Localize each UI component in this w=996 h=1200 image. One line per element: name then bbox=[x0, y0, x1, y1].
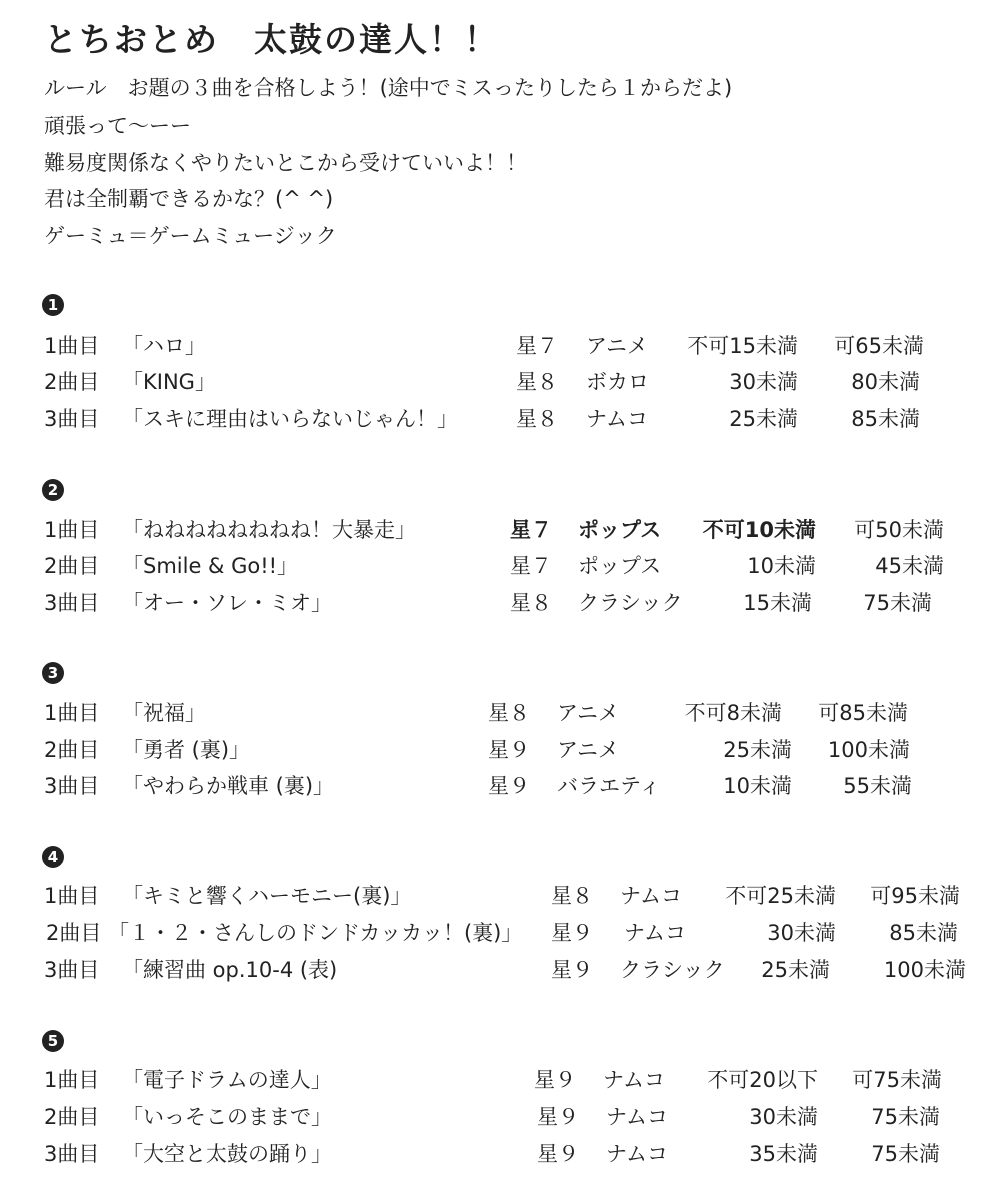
group-1-song-3-row bbox=[0, 403, 996, 433]
group-2-number-badge: 2 bbox=[42, 479, 64, 501]
group-3-song-3-row bbox=[0, 770, 996, 800]
song-number: 1曲目 bbox=[44, 884, 100, 908]
intro-line-2: 頑張って〜ーー bbox=[44, 114, 191, 138]
star-level: 星９ bbox=[534, 1068, 576, 1092]
fail-threshold: 不可8未満 bbox=[684, 701, 782, 725]
song-title: 「オー・ソレ・ミオ」 bbox=[122, 591, 332, 615]
star-level: 星８ bbox=[551, 884, 593, 908]
pass-threshold: 100未満 bbox=[827, 738, 910, 762]
pass-threshold: 75未満 bbox=[863, 591, 932, 615]
genre: ナムコ bbox=[624, 921, 686, 945]
song-number: 2曲目 bbox=[44, 738, 100, 762]
star-level: 星８ bbox=[510, 591, 552, 615]
genre: ナムコ bbox=[603, 1068, 665, 1092]
star-level: 星７ bbox=[510, 518, 552, 542]
pass-threshold: 100未満 bbox=[883, 958, 966, 982]
song-number: 2曲目 bbox=[46, 921, 102, 945]
fail-threshold: 25未満 bbox=[729, 407, 798, 431]
star-level: 星９ bbox=[488, 738, 530, 762]
group-4-song-2-row bbox=[0, 917, 996, 947]
group-5-number-badge: 5 bbox=[42, 1030, 64, 1052]
song-title: 「スキに理由はいらないじゃん！」 bbox=[122, 407, 458, 431]
group-2-song-1-row bbox=[0, 514, 996, 544]
song-number: 3曲目 bbox=[44, 591, 100, 615]
pass-threshold: 85未満 bbox=[851, 407, 920, 431]
genre: ポップス bbox=[578, 518, 662, 542]
song-title: 「祝福」 bbox=[122, 701, 206, 725]
fail-threshold: 30未満 bbox=[767, 921, 836, 945]
genre: アニメ bbox=[586, 334, 648, 358]
genre: アニメ bbox=[557, 738, 619, 762]
fail-threshold: 不可20以下 bbox=[707, 1068, 818, 1092]
star-level: 星９ bbox=[488, 774, 530, 798]
group-3-song-1-row bbox=[0, 697, 996, 727]
song-title: 「KING」 bbox=[122, 370, 216, 394]
song-number: 1曲目 bbox=[44, 334, 100, 358]
genre: バラエティ bbox=[557, 774, 661, 798]
song-number: 2曲目 bbox=[44, 370, 100, 394]
song-title: 「練習曲 op.10-4 (表) bbox=[122, 958, 338, 982]
group-5-song-2-row bbox=[0, 1101, 996, 1131]
song-title: 「１・２・さんしのドンドカッカッ！(裏)」 bbox=[108, 921, 523, 945]
song-number: 3曲目 bbox=[44, 407, 100, 431]
fail-threshold: 25未満 bbox=[723, 738, 792, 762]
song-title: 「大空と太鼓の踊り」 bbox=[122, 1142, 332, 1166]
song-number: 1曲目 bbox=[44, 1068, 100, 1092]
star-level: 星８ bbox=[516, 370, 558, 394]
song-title: 「勇者 (裏)」 bbox=[122, 738, 251, 762]
intro-rule-line: ルール お題の３曲を合格しよう！(途中でミスったりしたら１からだよ) bbox=[44, 76, 733, 100]
fail-threshold: 不可25未満 bbox=[725, 884, 836, 908]
star-level: 星８ bbox=[488, 701, 530, 725]
star-level: 星９ bbox=[551, 921, 593, 945]
intro-line-3: 難易度関係なくやりたいとこから受けていいよ！！ bbox=[44, 151, 527, 175]
pass-threshold: 55未満 bbox=[843, 774, 912, 798]
star-level: 星９ bbox=[551, 958, 593, 982]
intro-line-5: ゲーミュ＝ゲームミュージック bbox=[44, 224, 337, 248]
group-3-number-badge: 3 bbox=[42, 662, 64, 684]
star-level: 星９ bbox=[537, 1105, 579, 1129]
genre: ナムコ bbox=[620, 884, 682, 908]
pass-threshold: 45未満 bbox=[875, 554, 944, 578]
song-title: 「やわらか戦車 (裏)」 bbox=[122, 774, 335, 798]
song-title: 「いっそこのままで」 bbox=[122, 1105, 332, 1129]
song-number: 1曲目 bbox=[44, 701, 100, 725]
fail-threshold: 30未満 bbox=[749, 1105, 818, 1129]
group-3-song-2-row bbox=[0, 734, 996, 764]
genre: ナムコ bbox=[606, 1142, 668, 1166]
star-level: 星８ bbox=[516, 407, 558, 431]
fail-threshold: 10未満 bbox=[747, 554, 816, 578]
group-2-song-3-row bbox=[0, 587, 996, 617]
song-number: 3曲目 bbox=[44, 1142, 100, 1166]
group-1-song-1-row bbox=[0, 330, 996, 360]
pass-threshold: 可50未満 bbox=[854, 518, 944, 542]
pass-threshold: 85未満 bbox=[889, 921, 958, 945]
group-5-song-3-row bbox=[0, 1138, 996, 1168]
pass-threshold: 75未満 bbox=[871, 1105, 940, 1129]
pass-threshold: 可75未満 bbox=[852, 1068, 942, 1092]
song-title: 「ハロ」 bbox=[122, 334, 206, 358]
star-level: 星７ bbox=[516, 334, 558, 358]
fail-threshold: 25未満 bbox=[761, 958, 830, 982]
group-5-song-1-row bbox=[0, 1064, 996, 1094]
genre: クラシック bbox=[578, 591, 683, 615]
song-number: 3曲目 bbox=[44, 774, 100, 798]
pass-threshold: 可65未満 bbox=[834, 334, 924, 358]
group-2-song-2-row bbox=[0, 550, 996, 580]
group-4-song-3-row bbox=[0, 954, 996, 984]
group-1-song-2-row bbox=[0, 366, 996, 396]
song-number: 2曲目 bbox=[44, 554, 100, 578]
page-title: とちおとめ 太鼓の達人！！ bbox=[44, 20, 499, 59]
pass-threshold: 75未満 bbox=[871, 1142, 940, 1166]
group-4-song-1-row bbox=[0, 880, 996, 910]
genre: クラシック bbox=[620, 958, 725, 982]
song-title: 「ねねねねねねねね！大暴走」 bbox=[122, 518, 416, 542]
song-number: 2曲目 bbox=[44, 1105, 100, 1129]
intro-line-4: 君は全制覇できるかな？(^ ^) bbox=[44, 187, 334, 211]
group-4-number-badge: 4 bbox=[42, 846, 64, 868]
fail-threshold: 30未満 bbox=[729, 370, 798, 394]
group-1-number-badge: 1 bbox=[42, 294, 64, 316]
song-title: 「電子ドラムの達人」 bbox=[122, 1068, 332, 1092]
genre: ナムコ bbox=[586, 407, 648, 431]
star-level: 星９ bbox=[537, 1142, 579, 1166]
genre: ナムコ bbox=[606, 1105, 668, 1129]
star-level: 星７ bbox=[510, 554, 552, 578]
pass-threshold: 80未満 bbox=[851, 370, 920, 394]
pass-threshold: 可95未満 bbox=[870, 884, 960, 908]
fail-threshold: 不可15未満 bbox=[687, 334, 798, 358]
song-number: 3曲目 bbox=[44, 958, 100, 982]
fail-threshold: 35未満 bbox=[749, 1142, 818, 1166]
genre: アニメ bbox=[557, 701, 619, 725]
fail-threshold: 不可10未満 bbox=[702, 518, 816, 542]
genre: ボカロ bbox=[586, 370, 649, 394]
song-title: 「キミと響くハーモニー(裏)」 bbox=[122, 884, 412, 908]
genre: ポップス bbox=[578, 554, 662, 578]
song-title: 「Smile & Go!!」 bbox=[122, 554, 299, 578]
fail-threshold: 15未満 bbox=[743, 591, 812, 615]
pass-threshold: 可85未満 bbox=[818, 701, 908, 725]
fail-threshold: 10未満 bbox=[723, 774, 792, 798]
song-number: 1曲目 bbox=[44, 518, 100, 542]
